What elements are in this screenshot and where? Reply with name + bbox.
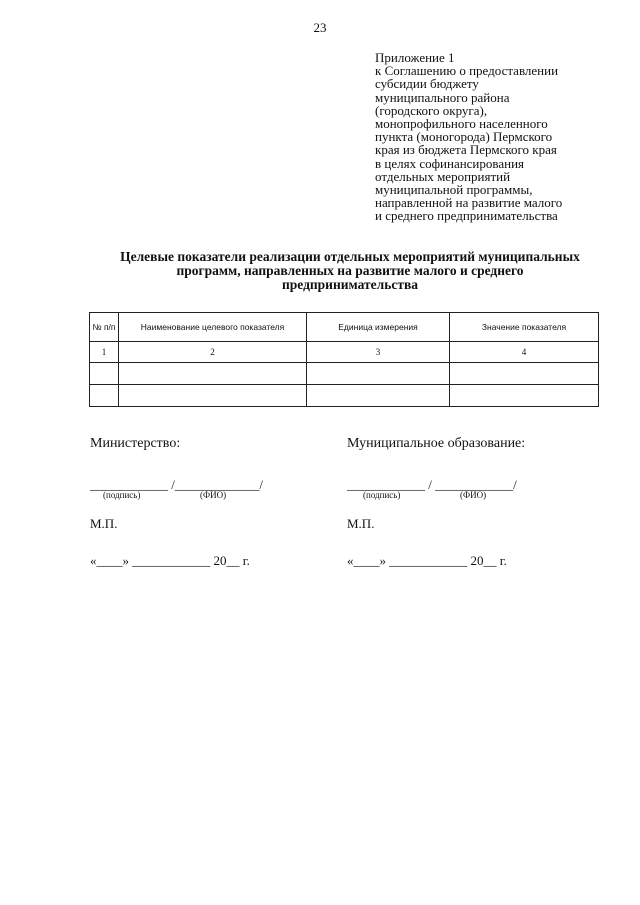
page-number: 23 bbox=[313, 20, 327, 35]
table-cell bbox=[119, 385, 307, 407]
appendix-line: пункта (моногорода) Пермского bbox=[375, 129, 553, 145]
title-line: программ, направленных на развитие малого и среднего bbox=[176, 263, 524, 278]
appendix-line: отдельных мероприятий bbox=[375, 168, 511, 184]
ministry-caption-name: (ФИО) bbox=[200, 490, 227, 500]
ministry-signature-block bbox=[90, 436, 180, 452]
municipality-date-line: «____» ____________ 20__ г. bbox=[347, 553, 507, 568]
ministry-caption-signature: (подпись) bbox=[103, 490, 141, 500]
table-row bbox=[90, 385, 599, 407]
ministry-date-line: «____» ____________ 20__ г. bbox=[90, 553, 250, 568]
table-cell bbox=[450, 385, 599, 407]
title-line: Целевые показатели реализации отдельных мероприятий муниципальных bbox=[120, 249, 580, 264]
header-number: № п/п bbox=[90, 313, 119, 342]
table-header-row bbox=[90, 313, 599, 342]
appendix-line: субсидии бюджету bbox=[375, 76, 479, 92]
appendix-line: Приложение 1 bbox=[375, 50, 455, 65]
title-line: предпринимательства bbox=[281, 277, 419, 292]
appendix-line: направленной на развитие малого bbox=[375, 195, 563, 211]
ministry-signature-line: ____________ /_____________/ bbox=[90, 477, 263, 492]
appendix-line: муниципального района bbox=[375, 89, 510, 105]
ministry-label: Министерство: bbox=[90, 436, 181, 451]
header-unit: Единица измерения bbox=[307, 313, 450, 342]
table-cell bbox=[90, 385, 119, 407]
municipality-caption-signature: (подпись) bbox=[363, 490, 401, 500]
ministry-stamp-place: М.П. bbox=[90, 516, 118, 531]
header-value: Значение показателя bbox=[450, 313, 599, 342]
table-cell: 2 bbox=[119, 342, 307, 363]
document-title bbox=[60, 250, 640, 292]
table-cell bbox=[450, 363, 599, 385]
table-cell bbox=[90, 363, 119, 385]
table-cell bbox=[307, 385, 450, 407]
indicators-table bbox=[89, 312, 599, 407]
table-cell: 4 bbox=[450, 342, 599, 363]
municipality-label: Муниципальное образование: bbox=[347, 436, 526, 451]
table-cell bbox=[307, 363, 450, 385]
appendix-line: в целях софинансирования bbox=[375, 155, 525, 171]
appendix-line: края из бюджета Пермского края bbox=[375, 142, 557, 158]
appendix-line: монопрофильного населенного bbox=[375, 116, 548, 132]
table-cell: 1 bbox=[90, 342, 119, 363]
appendix-note bbox=[375, 51, 605, 223]
municipality-signature-line: ____________ / ____________/ bbox=[347, 477, 517, 492]
appendix-line: к Соглашению о предоставлении bbox=[375, 63, 559, 79]
appendix-line: муниципальной программы, bbox=[375, 182, 533, 198]
table-row bbox=[90, 363, 599, 385]
table-cell: 3 bbox=[307, 342, 450, 363]
municipality-caption-name: (ФИО) bbox=[460, 490, 487, 500]
appendix-line: (городского округа), bbox=[375, 102, 488, 118]
municipality-stamp-place: М.П. bbox=[347, 516, 375, 531]
municipality-signature-block bbox=[347, 436, 525, 452]
appendix-line: и среднего предпринимательства bbox=[375, 208, 558, 224]
header-indicator-name: Наименование целевого показателя bbox=[119, 313, 307, 342]
table-row bbox=[90, 342, 599, 363]
table-cell bbox=[119, 363, 307, 385]
